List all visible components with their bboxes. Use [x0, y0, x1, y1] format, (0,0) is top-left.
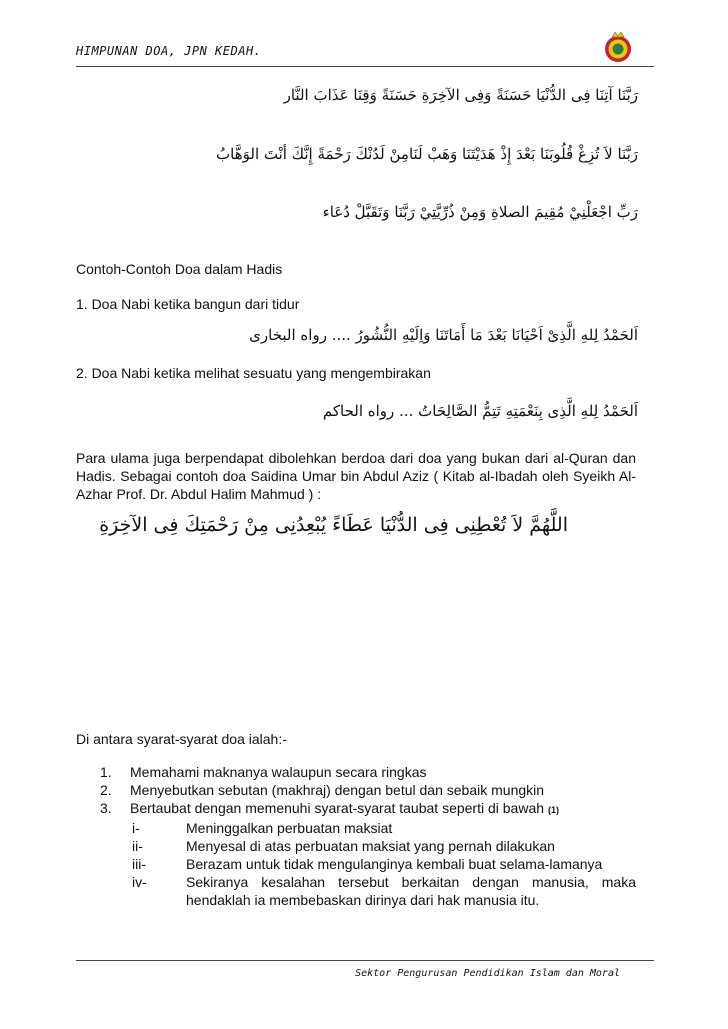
ulama-paragraph: Para ulama juga berpendapat dibolehkan berdoa dari doa yang bukan dari al-Quran dan Hadis. Sebagai contoh doa Saidina Umar bin Abdul Aziz ( Kitab al-Ibadah oleh Syeikh Al-Azhar Prof. Dr. Abdul Halim Mahmud ) : [76, 450, 636, 502]
arabic-doa-line-1: رَبَّنَا آتِنَا فِى الدُّنْيَا حَسَنَةً وَفِى الآخِرَةِ حَسَنَةً وَقِنَا عَذَابَ النَّار [283, 86, 638, 104]
sub-list-number: i- [132, 820, 140, 836]
footer-rule [76, 960, 654, 961]
arabic-hadith-2: اَلحَمْدُ لِلهِ الَّذِى بِنَعْمَتِهِ تَتِمُّ الصَّالِحَاتُ ... رواه الحاكم [322, 402, 638, 420]
sub-list-text: Menyesal di atas perbuatan maksiat yang pernah dilakukan [186, 838, 555, 854]
state-emblem-icon [603, 30, 633, 64]
list-text-with-note [130, 799, 636, 819]
header-title: HIMPUNAN DOA, JPN KEDAH. [76, 44, 262, 58]
sub-list-text: Berazam untuk tidak mengulanginya kembali buat selama-lamanya [186, 856, 603, 872]
header-rule [76, 66, 654, 67]
hadith-item-2: 2. Doa Nabi ketika melihat sesuatu yang mengembirakan [76, 365, 431, 381]
footer-text: Sektor Pengurusan Pendidikan Islam dan Moral [355, 968, 620, 979]
list-number: 1. [100, 764, 112, 780]
arabic-doa-line-2: رَبَّنَا لاَ تُزِغْ قُلُوبَنَا بَعْدَ إِذْ هَدَيْتَنَا وَهَبْ لَنَامِنْ لَدُنْكَ رَحْمَةً إِنَّكَ أنْتَ الوَهَّابُ [216, 145, 638, 163]
arabic-hadith-1: اَلحَمْدُ لِلهِ الَّذِىْ اَحْيَانَا بَعْدَ مَا أَمَاتَنَا وَاِلَيْهِ النُّشُورُ .... رواه البخارى [249, 326, 638, 344]
sub-list-number: iv- [132, 874, 147, 890]
list-text: Memahami maknanya walaupun secara ringkas [130, 764, 427, 780]
footnote-marker: (1) [548, 805, 560, 815]
syarat-list [76, 763, 636, 909]
sub-list-item [76, 873, 636, 909]
sub-list-number: ii- [132, 838, 143, 854]
hadith-item-1: 1. Doa Nabi ketika bangun dari tidur [76, 296, 300, 312]
sub-list-item [76, 837, 636, 855]
list-number: 3. [100, 800, 112, 816]
arabic-doa-line-3: رَبِّ اجْعَلْنِيْ مُقِيمَ الصلاةِ وَمِنْ ذُرِّيَّتِيْ رَبَّنَا وَتَقَبَّلْ دُعَاء [322, 203, 638, 221]
syarat-heading: Di antara syarat-syarat doa ialah:- [76, 731, 287, 747]
list-item [76, 781, 636, 799]
section-heading: Contoh-Contoh Doa dalam Hadis [76, 261, 283, 277]
list-item [76, 799, 636, 819]
sub-list-number: iii- [132, 856, 146, 872]
list-item [76, 763, 636, 781]
list-number: 2. [100, 782, 112, 798]
list-text: Menyebutkan sebutan (makhraj) dengan betul dan sebaik mungkin [130, 782, 545, 798]
sub-list-item [76, 819, 636, 837]
arabic-doa-umar: اللَّهُمَّ لاَ تُعْطِنِى فِى الدُّنْيَا عَطَاءً يُبْعِدُنِى مِنْ رَحْمَتِكَ فِى الآخِرَةِ [99, 514, 568, 536]
sub-list-text: Meninggalkan perbuatan maksiat [186, 820, 393, 836]
sub-list-text: Sekiranya kesalahan tersebut berkaitan dengan manusia, maka hendaklah ia membebaskan dirinya dari hak manusia itu. [186, 874, 636, 908]
list-text: Bertaubat dengan memenuhi syarat-syarat taubat seperti di bawah [130, 800, 545, 816]
sub-list-item [76, 855, 636, 873]
